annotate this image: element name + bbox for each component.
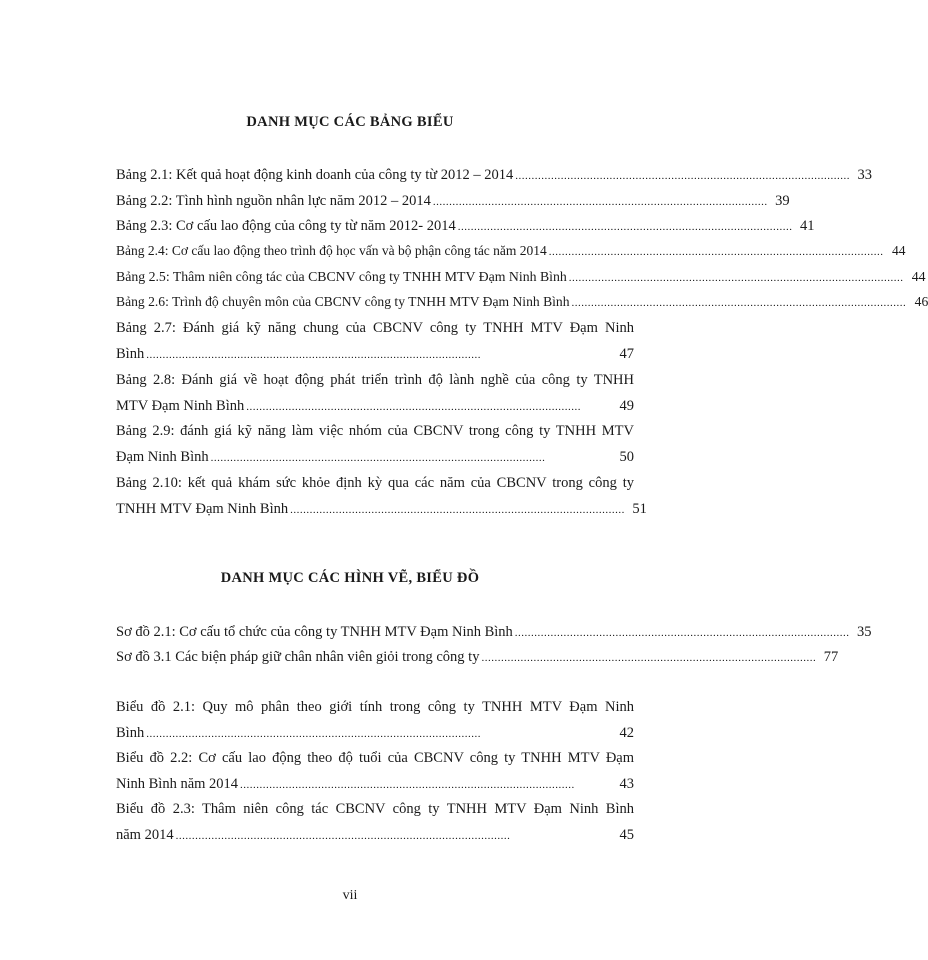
toc-entry-line2[interactable] <box>116 344 634 364</box>
entry-page: 35 <box>857 624 872 640</box>
tables-heading: DANH MỤC CÁC BẢNG BIỂU <box>246 114 454 130</box>
toc-entry[interactable] <box>116 647 839 667</box>
entry-page: 49 <box>619 398 634 414</box>
entry-text: Bảng 2.10: kết quả khám sức khỏe định kỳ qua các năm của CBCNV trong công ty <box>116 475 634 491</box>
toc-entry[interactable] <box>116 267 926 287</box>
dot-leader: ....................................................................................................... <box>432 196 768 208</box>
toc-entry-line1[interactable] <box>116 318 634 338</box>
toc-entry-line1[interactable] <box>116 370 634 390</box>
entry-page: 43 <box>619 776 634 792</box>
toc-entry-line2[interactable] <box>116 774 634 794</box>
entry-page: 33 <box>857 167 873 183</box>
toc-entry[interactable] <box>116 292 928 312</box>
toc-entry[interactable] <box>116 241 906 261</box>
entry-text: năm 2014 <box>116 827 174 843</box>
entry-text: TNHH MTV Đạm Ninh Bình <box>116 501 289 517</box>
entry-page: 50 <box>619 449 634 465</box>
entry-page: 44 <box>911 269 926 284</box>
entry-text: Đạm Ninh Bình <box>116 449 209 465</box>
dot-leader: ....................................................................................................... <box>457 221 793 233</box>
entry-text: Bảng 2.6: Trình độ chuyên môn của CBCNV công ty TNHH MTV Đạm Ninh Bình <box>116 294 570 309</box>
entry-text: Bảng 2.2: Tình hình nguồn nhân lực năm 2012 – 2014 <box>116 193 431 209</box>
toc-entry-line1[interactable] <box>116 748 634 768</box>
entry-page: 77 <box>823 649 839 665</box>
toc-entry[interactable] <box>116 622 872 642</box>
toc-entry-line2[interactable] <box>116 396 634 416</box>
toc-entry-line2[interactable] <box>116 825 634 845</box>
entry-text: Bảng 2.5: Thâm niên công tác của CBCNV công ty TNHH MTV Đạm Ninh Bình <box>116 269 567 284</box>
dot-leader: ....................................................................................................... <box>146 349 481 361</box>
entry-text: Ninh Bình năm 2014 <box>116 776 239 792</box>
dot-leader: ....................................................................................................... <box>246 401 581 413</box>
dot-leader: ....................................................................................................... <box>515 170 851 182</box>
entry-text: Sơ đồ 2.1: Cơ cấu tổ chức của công ty TNHH MTV Đạm Ninh Bình <box>116 624 513 640</box>
dot-leader: ....................................................................................................... <box>175 830 511 842</box>
dot-leader: ....................................................................................................... <box>146 728 481 740</box>
figures-heading: DANH MỤC CÁC HÌNH VẼ, BIỂU ĐỒ <box>220 570 480 586</box>
entry-text: Bảng 2.8: Đánh giá về hoạt động phát triển trình độ lành nghề của công ty TNHH <box>116 372 634 388</box>
entry-text: Sơ đồ 3.1 Các biện pháp giữ chân nhân viên giỏi trong công ty <box>116 649 480 665</box>
entry-text: Bảng 2.9: đánh giá kỹ năng làm việc nhóm của CBCNV trong công ty TNHH MTV <box>116 423 634 439</box>
entry-page: 39 <box>775 193 790 209</box>
entry-page: 42 <box>619 725 634 741</box>
entry-text: Bảng 2.1: Kết quả hoạt động kinh doanh của công ty từ 2012 – 2014 <box>116 167 514 183</box>
dot-leader: ....................................................................................................... <box>571 297 907 309</box>
entry-text: Biểu đồ 2.2: Cơ cấu lao động theo độ tuổi của CBCNV công ty TNHH MTV Đạm <box>116 750 634 766</box>
entry-text: Bình <box>116 346 145 362</box>
entry-text: Biểu đồ 2.1: Quy mô phân theo giới tính trong công ty TNHH MTV Đạm Ninh <box>116 699 634 715</box>
dot-leader: ....................................................................................................... <box>568 272 904 284</box>
toc-entry[interactable] <box>116 165 873 185</box>
entry-text: MTV Đạm Ninh Bình <box>116 398 245 414</box>
entry-text: Bảng 2.3: Cơ cấu lao động của công ty từ năm 2012- 2014 <box>116 218 456 234</box>
entry-page: 44 <box>892 243 906 258</box>
toc-entry-line1[interactable] <box>116 421 634 441</box>
toc-entry[interactable] <box>116 216 815 236</box>
entry-text: Biểu đồ 2.3: Thâm niên công tác CBCNV công ty TNHH MTV Đạm Ninh Bình <box>116 801 634 817</box>
toc-entry-line1[interactable] <box>116 697 634 717</box>
entry-page: 45 <box>619 827 634 843</box>
entry-page: 47 <box>619 346 634 362</box>
entry-text: Bảng 2.7: Đánh giá kỹ năng chung của CBCNV công ty TNHH MTV Đạm Ninh <box>116 320 634 336</box>
entry-page: 41 <box>799 218 815 234</box>
dot-leader: ....................................................................................................... <box>290 504 625 516</box>
entry-page: 46 <box>914 294 928 309</box>
toc-entry-line2[interactable] <box>116 723 634 743</box>
entry-text: Bình <box>116 725 145 741</box>
toc-entry[interactable] <box>116 191 790 211</box>
toc-entry-line1[interactable] <box>116 473 634 493</box>
dot-leader: ....................................................................................................... <box>481 652 817 664</box>
toc-entry-line1[interactable] <box>116 799 634 819</box>
page-number: vii <box>342 888 358 903</box>
toc-entry-line2[interactable] <box>116 499 647 519</box>
dot-leader: ....................................................................................................... <box>240 779 575 791</box>
dot-leader: ....................................................................................................... <box>548 246 884 258</box>
dot-leader: ....................................................................................................... <box>210 452 546 464</box>
dot-leader: ....................................................................................................... <box>514 627 850 639</box>
toc-entry-line2[interactable] <box>116 447 634 467</box>
entry-text: Bảng 2.4: Cơ cấu lao động theo trình độ học vấn và bộ phận công tác năm 2014 <box>116 243 547 258</box>
entry-page: 51 <box>632 501 647 517</box>
